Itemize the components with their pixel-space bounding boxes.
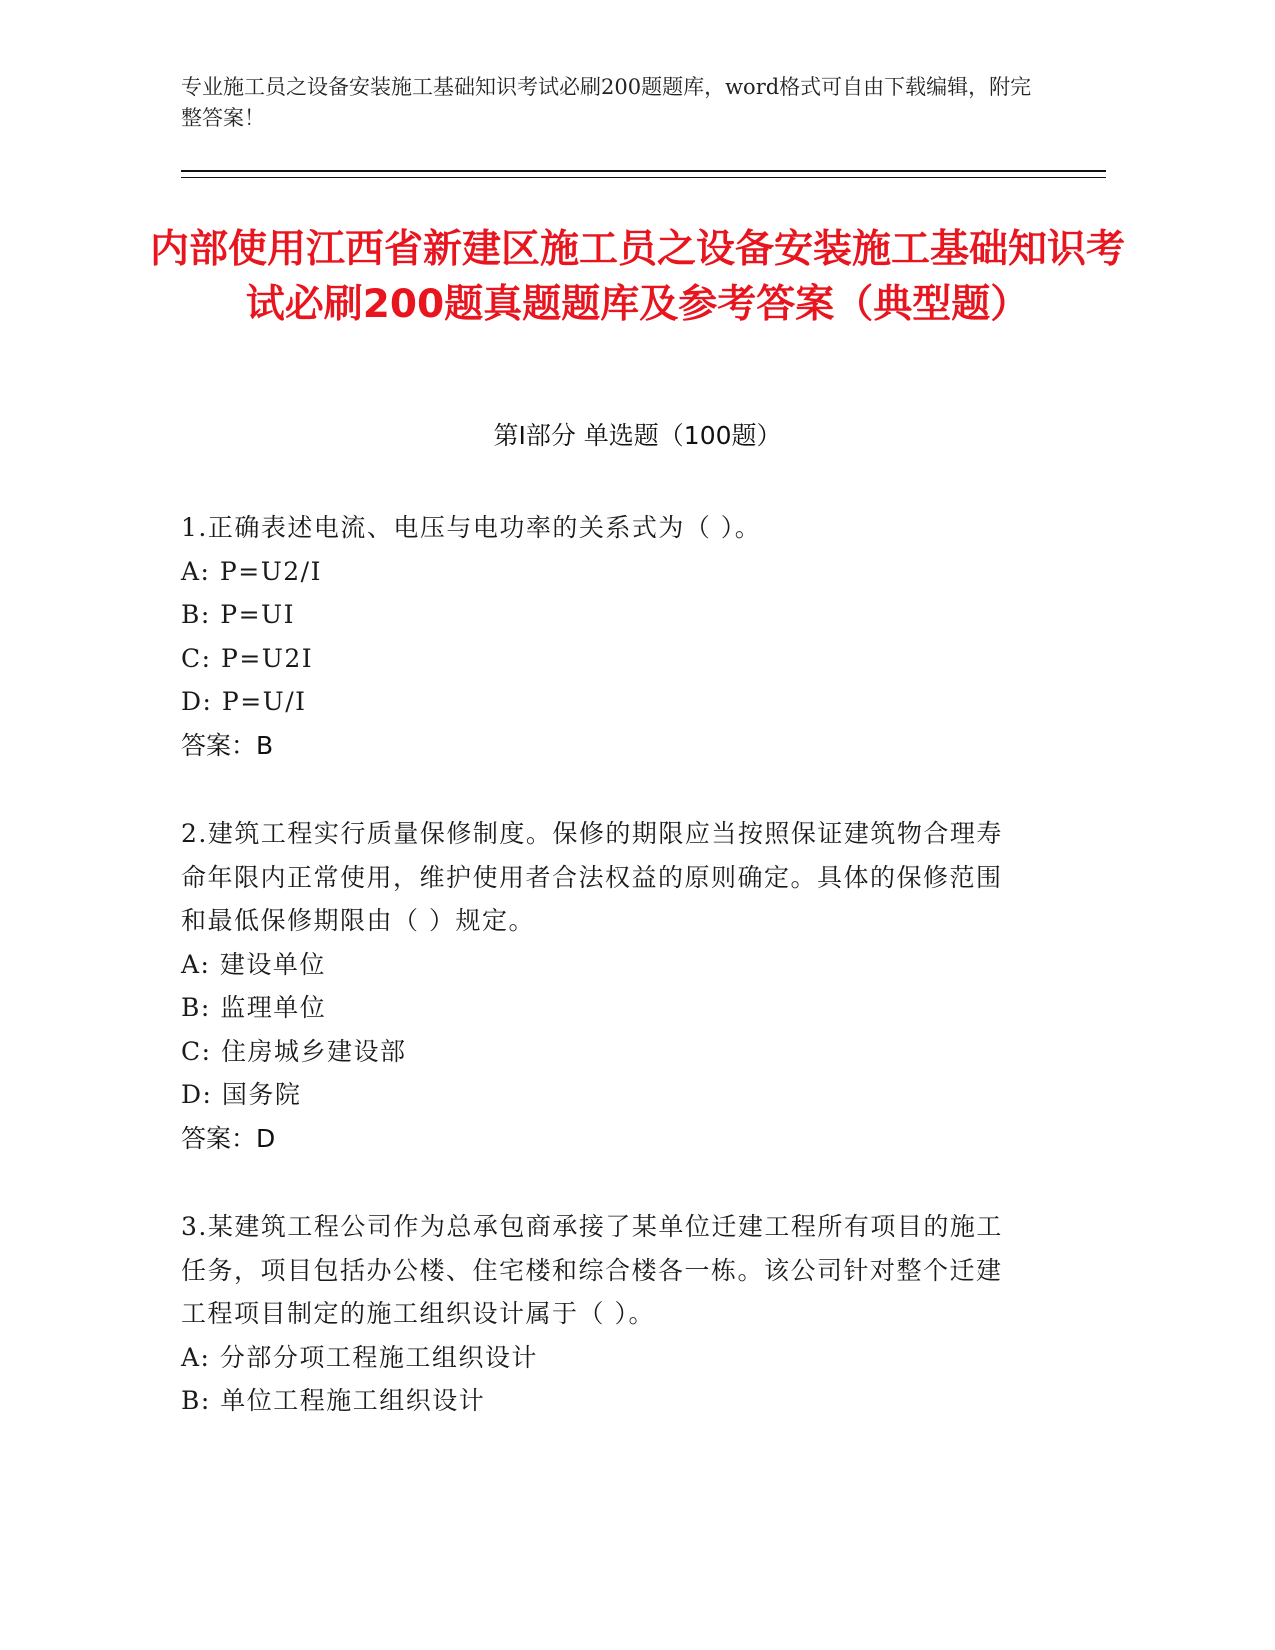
header-divider-thick [181, 170, 1106, 172]
question-1 [181, 506, 1021, 767]
option-b: B: 单位工程施工组织设计 [181, 1386, 486, 1415]
header-note: 专业施工员之设备安装施工基础知识考试必刷200题题库，word格式可自由下载编辑，附完整答案！ [181, 75, 1032, 130]
answer-line: 答案：D [181, 1123, 276, 1153]
option-d: D: P=U/I [181, 687, 307, 716]
header-divider-thin [181, 177, 1106, 178]
question-stem: 1.正确表述电流、电压与电功率的关系式为（ ）。 [181, 513, 762, 542]
section-title: 第Ⅰ部分 单选题（100题） [493, 421, 782, 450]
question-stem: 2.建筑工程实行质量保修制度。保修的期限应当按照保证建筑物合理寿命年限内正常使用，维护使用者合法权益的原则确定。具体的保修范围和最低保修期限由（ ）规定。 [181, 819, 1003, 935]
question-3 [181, 1205, 1021, 1423]
option-a: A: 建设单位 [181, 949, 326, 979]
option-a: A: P=U2/I [181, 556, 322, 586]
question-2 [181, 812, 1021, 1160]
answer-line: 答案：B [181, 730, 274, 760]
question-stem: 3.某建筑工程公司作为总承包商承接了某单位迁建工程所有项目的施工任务，项目包括办公楼、住宅楼和综合楼各一栋。该公司针对整个迁建工程项目制定的施工组织设计属于（ ）。 [181, 1212, 1003, 1328]
option-b: B: 监理单位 [181, 993, 327, 1022]
document-title: 内部使用江西省新建区施工员之设备安装施工基础知识考试必刷200题真题题库及参考答案（典型题） [150, 227, 1126, 327]
option-c: C: 住房城乡建设部 [181, 1036, 407, 1066]
option-a: A: 分部分项工程施工组织设计 [181, 1342, 538, 1372]
option-c: C: P=U2I [181, 643, 314, 673]
option-b: B: P=UI [181, 600, 295, 629]
option-d: D: 国务院 [181, 1080, 302, 1109]
